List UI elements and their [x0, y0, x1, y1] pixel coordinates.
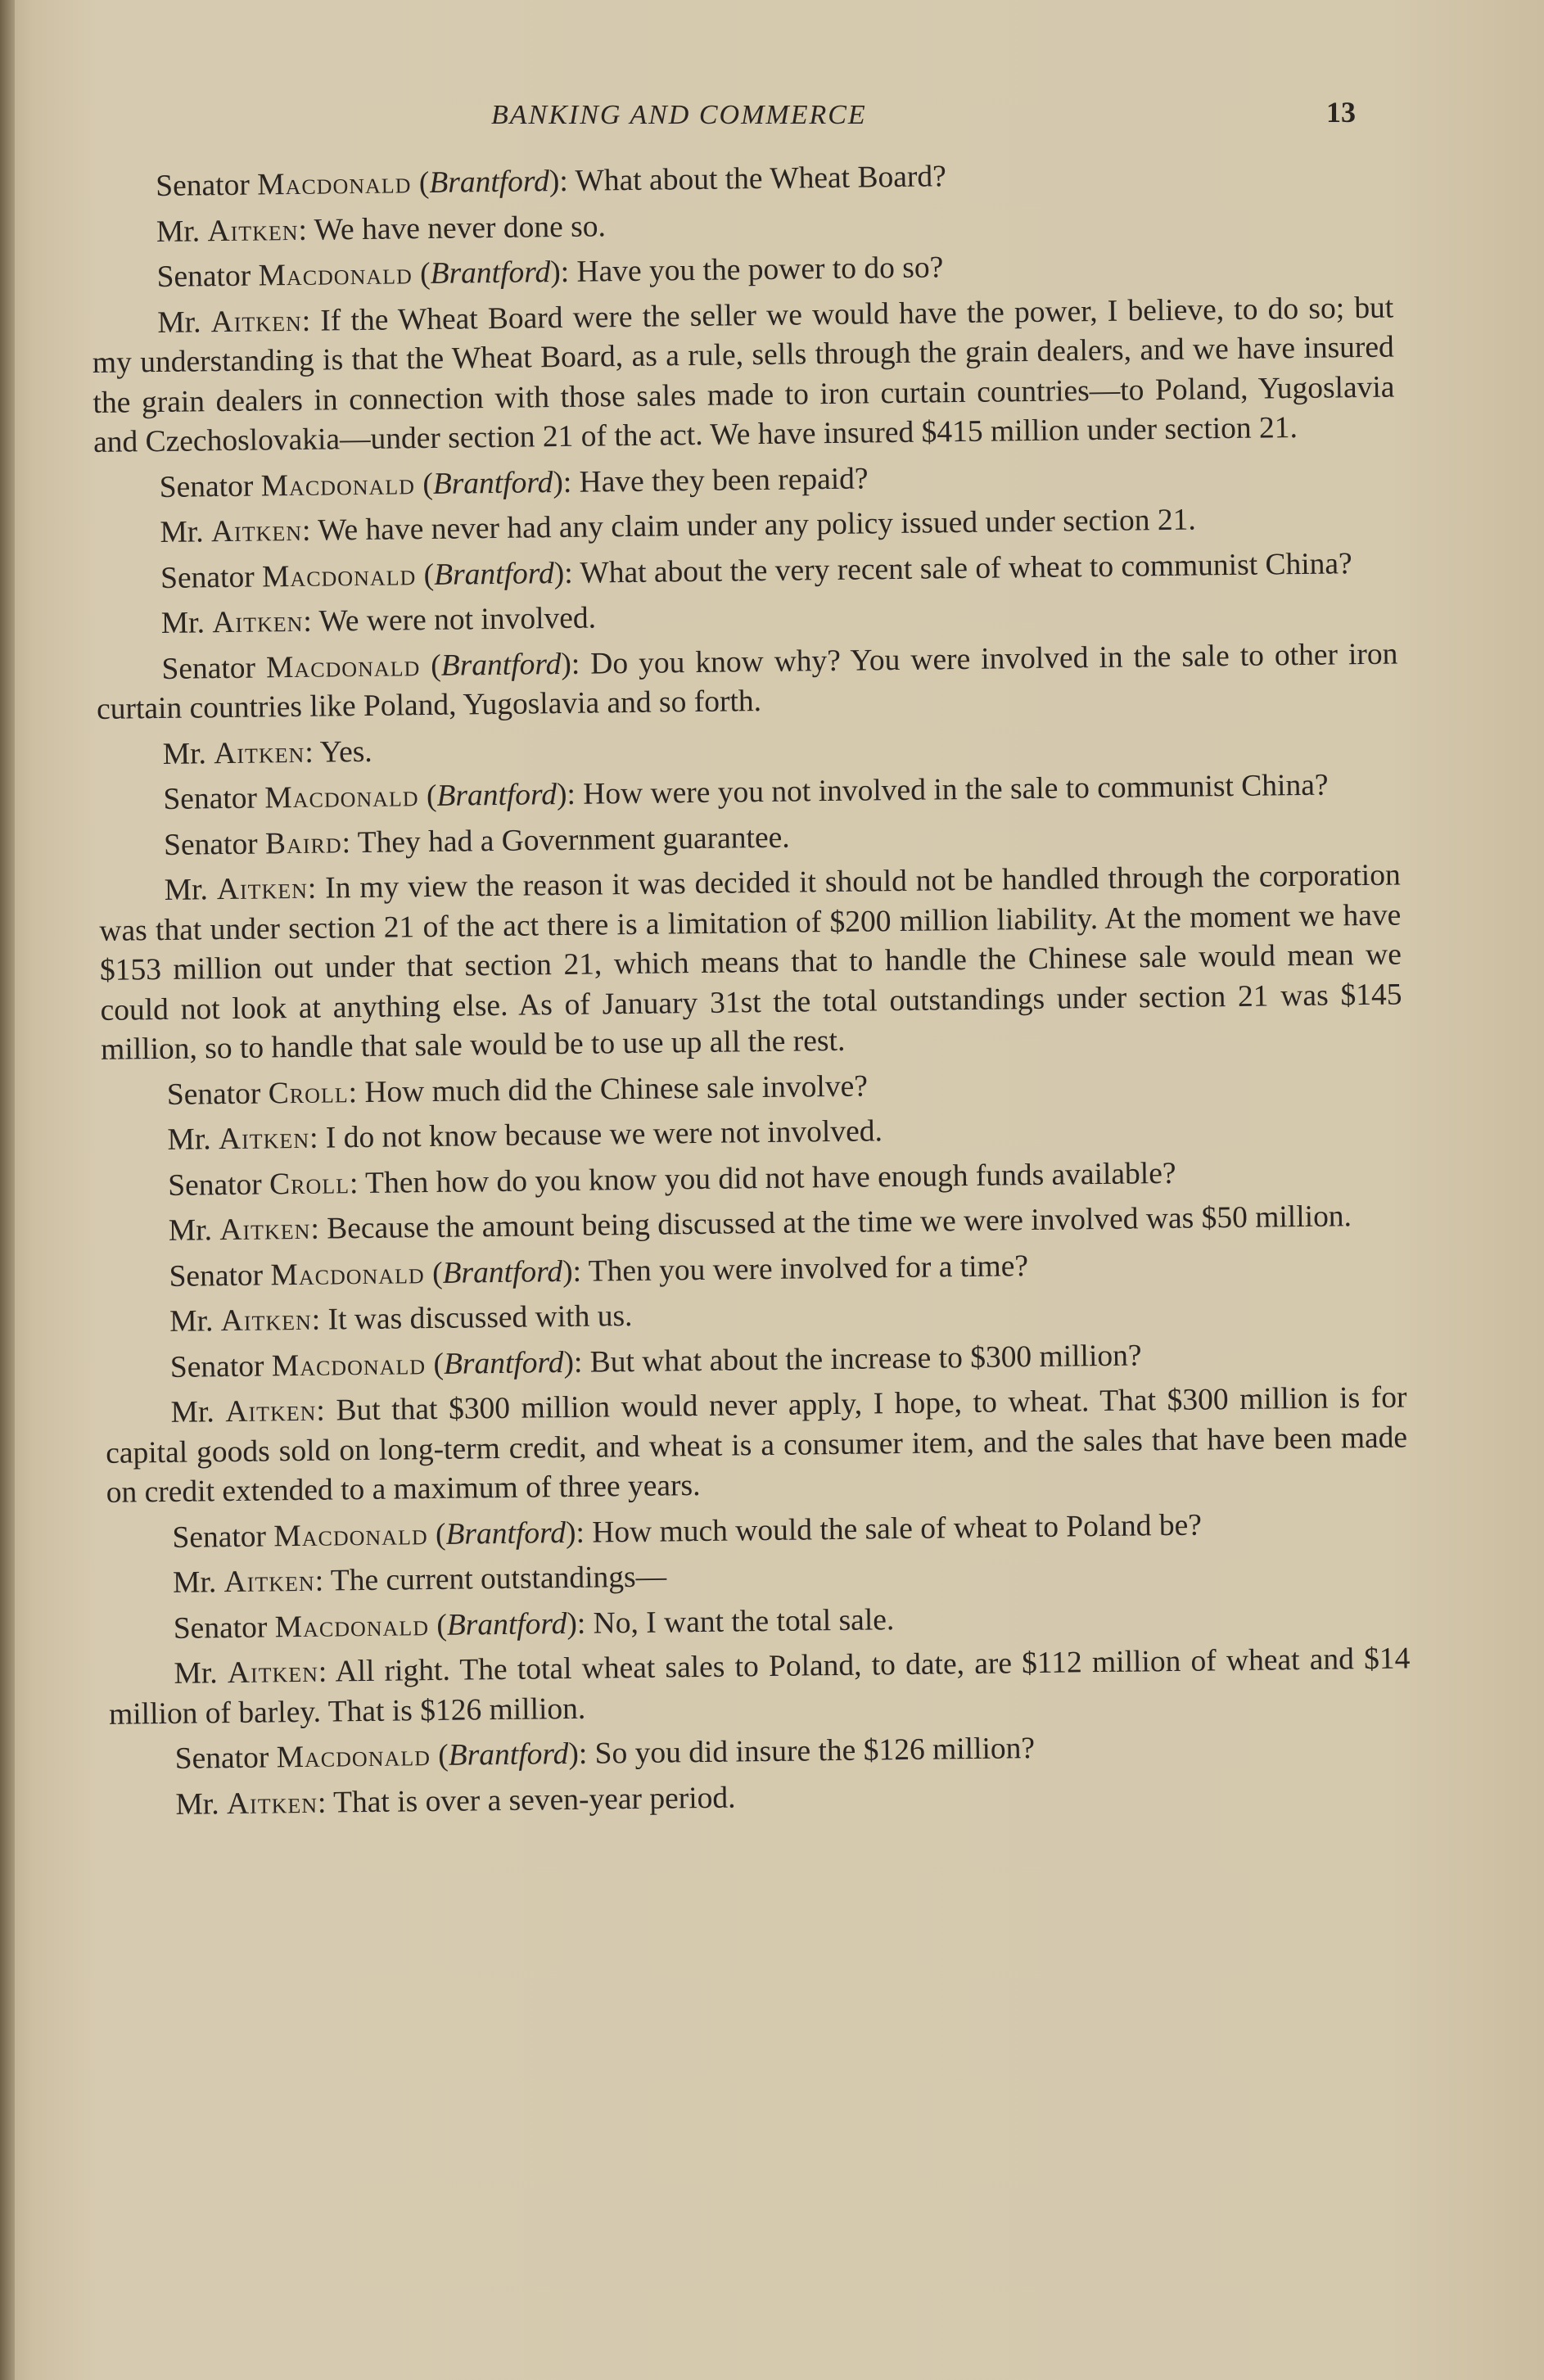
- speaker-title: Mr.: [174, 1656, 218, 1691]
- speaker-title: Mr.: [167, 1122, 211, 1157]
- speaker-name: Aitken: [218, 1121, 310, 1157]
- speaker-title: Senator: [163, 781, 258, 816]
- transcript-paragraph: Mr. Aitken: We were not involved.: [160, 601, 597, 640]
- speech-text: But what about the increase to $300 million?: [589, 1338, 1142, 1380]
- speaker-title: Mr.: [156, 214, 201, 249]
- speaker-title: Mr.: [157, 305, 201, 340]
- speaker-name: Macdonald: [274, 1608, 430, 1644]
- speaker-riding: Brantford: [432, 465, 553, 501]
- speech-text: Have you the power to do so?: [576, 251, 944, 289]
- speech-text: I do not know because we were not involved.: [325, 1114, 883, 1155]
- speaker-title: Senator: [156, 259, 251, 295]
- speaker-name: Macdonald: [271, 1347, 427, 1383]
- speaker-title: Mr.: [162, 736, 207, 771]
- speaker-name: Macdonald: [256, 166, 412, 202]
- speech-text: What about the Wheat Board?: [575, 160, 946, 198]
- speaker-title: Senator: [166, 1077, 261, 1112]
- speech-text: So you did insure the $126 million?: [594, 1732, 1036, 1771]
- speech-text: In my view the reason it was decided it should not be handled through the corporation was that under section 21 of the act there is a limitation of $200 million liability. At the moment we have $153 million out under that section 21, which means that to handle the Chinese sale would mean we could not look at anything else. As of January 31st the total outstandings under section 21 was $145 million, so to handle that sale would be to use up all the rest.: [99, 858, 1402, 1067]
- speaker-name: Aitken: [214, 735, 305, 770]
- speech-text: It was discussed with us.: [327, 1299, 633, 1337]
- speaker-riding: Brantford: [429, 165, 550, 200]
- speaker-name: Macdonald: [261, 558, 417, 594]
- speech-text: How much would the sale of wheat to Poland be?: [592, 1508, 1203, 1550]
- speaker-title: Senator: [160, 560, 255, 595]
- speaker-name: Macdonald: [260, 467, 416, 503]
- speech-text: Yes.: [319, 734, 372, 770]
- transcript-body: [90, 152, 1412, 1831]
- speaker-title: Mr.: [170, 1395, 214, 1429]
- speaker-name: Aitken: [220, 1303, 313, 1339]
- speaker-name: Aitken: [225, 1393, 317, 1429]
- speaker-riding: Brantford: [448, 1737, 569, 1773]
- transcript-paragraph: Senator Macdonald (Brantford): So you did insure the $126 million?: [174, 1732, 1036, 1776]
- speaker-name: Macdonald: [258, 257, 413, 293]
- speech-text: If the Wheat Board were the seller we would have the power, I believe, to do so; but my understanding is that the Wheat Board, as a rule, sells through the grain dealers, and we have insured the grain dealers in connection with those sales made to iron curtain countries—to Poland, Yugoslavia and Czechoslovakia—under section 21 of the act. We have insured $415 million under section 21.: [92, 291, 1395, 459]
- speaker-name: Baird: [264, 825, 342, 860]
- speaker-name: Aitken: [210, 513, 303, 549]
- speech-text: We have never had any claim under any policy issued under section 21.: [317, 503, 1196, 548]
- speaker-name: Macdonald: [273, 1517, 428, 1553]
- transcript-paragraph: Mr. Aitken: But that $300 million would never apply, I hope, to wheat. That $300 million is for capital goods sold on long-term credit, and wheat is a consumer item, and the sales that have been made on credit extended to a maximum of three years.: [105, 1380, 1408, 1510]
- transcript-paragraph: Senator Croll: How much did the Chinese sale involve?: [166, 1068, 869, 1112]
- speaker-title: Senator: [163, 827, 258, 862]
- transcript-paragraph: Mr. Aitken: If the Wheat Board were the seller we would have the power, I believe, to do so; but my understanding is that the Wheat Board, as a rule, sells through the grain dealers, and we have insured the grain dealers in connection with those sales made to iron curtain countries—to Poland, Yugoslavia and Czechoslovakia—under section 21 of the act. We have insured $415 million under section 21.: [92, 291, 1395, 459]
- transcript-paragraph: Mr. Aitken: All right. The total wheat sales to Poland, to date, are $112 million of wheat and $14 million of barley. That is $126 million.: [108, 1642, 1411, 1732]
- transcript-paragraph: Mr. Aitken: I do not know because we were not involved.: [167, 1114, 883, 1157]
- speech-text: Then you were involved for a time?: [588, 1249, 1029, 1289]
- speaker-riding: Brantford: [443, 1345, 564, 1381]
- transcript-paragraph: Mr. Aitken: That is over a seven-year period.: [175, 1781, 736, 1822]
- speaker-riding: Brantford: [440, 647, 562, 683]
- transcript-paragraph: Mr. Aitken: Because the amount being discussed at the time we were involved was $50 million.: [168, 1199, 1352, 1248]
- transcript-paragraph: Senator Baird: They had a Government guarantee.: [163, 820, 790, 862]
- speech-text: Then how do you know you did not have enough funds available?: [364, 1156, 1176, 1200]
- speaker-name: Aitken: [210, 304, 302, 339]
- speech-text: That is over a seven-year period.: [332, 1781, 736, 1820]
- speaker-title: Senator: [167, 1167, 262, 1203]
- speech-text: We were not involved.: [318, 601, 597, 639]
- speaker-name: Aitken: [212, 604, 304, 640]
- speaker-riding: Brantford: [436, 778, 558, 813]
- speaker-title: Senator: [174, 1741, 269, 1776]
- speech-text: But that $300 million would never apply, I hope, to wheat. That $300 million is for capital goods sold on long-term credit, and wheat is a consumer item, and the sales that have been made on credit extended to a maximum of three years.: [105, 1380, 1408, 1510]
- transcript-paragraph: Senator Macdonald (Brantford): What about the Wheat Board?: [156, 160, 946, 204]
- transcript-paragraph: Senator Macdonald (Brantford): How much would the sale of wheat to Poland be?: [172, 1508, 1203, 1555]
- speaker-title: Senator: [159, 469, 254, 504]
- speaker-name: Aitken: [219, 1212, 311, 1248]
- speech-text: The current outstandings—: [330, 1560, 667, 1598]
- transcript-paragraph: Senator Macdonald (Brantford): Have you the power to do so?: [156, 251, 944, 295]
- speaker-name: Aitken: [226, 1786, 318, 1821]
- transcript-paragraph: Senator Macdonald (Brantford): Have they been repaid?: [159, 461, 869, 504]
- speaker-riding: Brantford: [430, 255, 551, 291]
- speaker-riding: Brantford: [433, 556, 554, 592]
- speech-text: No, I want the total sale.: [593, 1602, 895, 1641]
- transcript-paragraph: Mr. Aitken: We have never done so.: [156, 209, 607, 249]
- speaker-name: Aitken: [216, 871, 309, 907]
- speaker-title: Mr.: [160, 606, 205, 640]
- speaker-title: Senator: [172, 1519, 267, 1555]
- transcript-paragraph: Mr. Aitken: We have never had any claim under any policy issued under section 21.: [160, 503, 1196, 549]
- transcript-paragraph: Mr. Aitken: In my view the reason it was decided it should not be handled through the corporation was that under section 21 of the act there is a limitation of $200 million liability. At the moment we have $153 million out under that section 21, which means that to handle the Chinese sale would mean we could not look at anything else. As of January 31st the total outstandings under section 21 was $145 million, so to handle that sale would be to use up all the rest.: [99, 858, 1402, 1067]
- speaker-title: Senator: [169, 1349, 264, 1384]
- speaker-name: Macdonald: [264, 779, 419, 815]
- speaker-title: Mr.: [172, 1565, 217, 1600]
- transcript-paragraph: Senator Macdonald (Brantford): No, I want the total sale.: [173, 1602, 895, 1646]
- transcript-paragraph: Mr. Aitken: It was discussed with us.: [169, 1299, 633, 1339]
- speaker-name: Macdonald: [270, 1256, 425, 1292]
- speaker-riding: Brantford: [445, 1515, 567, 1551]
- speech-text: Because the amount being discussed at the time we were involved was $50 million.: [326, 1199, 1352, 1246]
- speaker-title: Senator: [173, 1610, 268, 1646]
- speaker-name: Aitken: [223, 1564, 315, 1600]
- speaker-name: Macdonald: [265, 648, 421, 684]
- speaker-title: Senator: [161, 651, 256, 686]
- transcript-paragraph: Senator Croll: Then how do you know you did not have enough funds available?: [167, 1156, 1176, 1203]
- speech-text: What about the very recent sale of wheat to communist China?: [580, 546, 1352, 590]
- speaker-title: Mr.: [175, 1786, 219, 1822]
- speaker-name: Aitken: [227, 1655, 319, 1691]
- transcript-paragraph: Senator Macdonald (Brantford): But what about the increase to $300 million?: [169, 1338, 1142, 1384]
- speaker-title: Mr.: [164, 873, 209, 907]
- transcript-paragraph: Senator Macdonald (Brantford): How were you not involved in the sale to communist China?: [163, 768, 1329, 816]
- speaker-title: Mr.: [169, 1304, 214, 1339]
- page-number: 13: [1326, 96, 1356, 129]
- speech-text: How were you not involved in the sale to communist China?: [583, 768, 1329, 811]
- speaker-name: Aitken: [207, 213, 299, 248]
- speaker-title: Senator: [169, 1258, 264, 1294]
- speaker-title: Mr.: [168, 1213, 213, 1248]
- speaker-title: Mr.: [160, 515, 204, 549]
- speech-text: All right. The total wheat sales to Poland, to date, are $112 million of wheat and $14 million of barley. That is $126 million.: [108, 1642, 1411, 1732]
- speaker-name: Macdonald: [276, 1739, 431, 1775]
- speaker-name: Croll: [269, 1166, 350, 1201]
- transcript-paragraph: Senator Macdonald (Brantford): Then you were involved for a time?: [169, 1249, 1029, 1294]
- speech-text: Have they been repaid?: [579, 461, 869, 499]
- speaker-riding: Brantford: [442, 1254, 563, 1290]
- speech-text: Do you know why? You were involved in the sale to other iron curtain countries like Poland, Yugoslavia and so forth.: [96, 637, 1398, 726]
- running-head: BANKING AND COMMERCE: [491, 100, 867, 130]
- transcript-paragraph: Senator Macdonald (Brantford): Do you know why? You were involved in the sale to other iron curtain countries like Poland, Yugoslavia and so forth.: [96, 637, 1398, 726]
- transcript-paragraph: Mr. Aitken: The current outstandings—: [172, 1560, 667, 1600]
- speech-text: We have never done so.: [314, 209, 607, 247]
- speaker-name: Croll: [268, 1075, 349, 1110]
- speech-text: They had a Government guarantee.: [357, 820, 790, 860]
- transcript-paragraph: Senator Macdonald (Brantford): What about the very recent sale of wheat to communist China?: [160, 546, 1352, 595]
- page-binding-edge: [0, 0, 15, 2380]
- speaker-title: Senator: [156, 168, 251, 204]
- page-header: [0, 92, 1544, 141]
- speech-text: How much did the Chinese sale involve?: [364, 1068, 869, 1109]
- speaker-riding: Brantford: [446, 1606, 567, 1642]
- transcript-paragraph: Mr. Aitken: Yes.: [162, 734, 372, 771]
